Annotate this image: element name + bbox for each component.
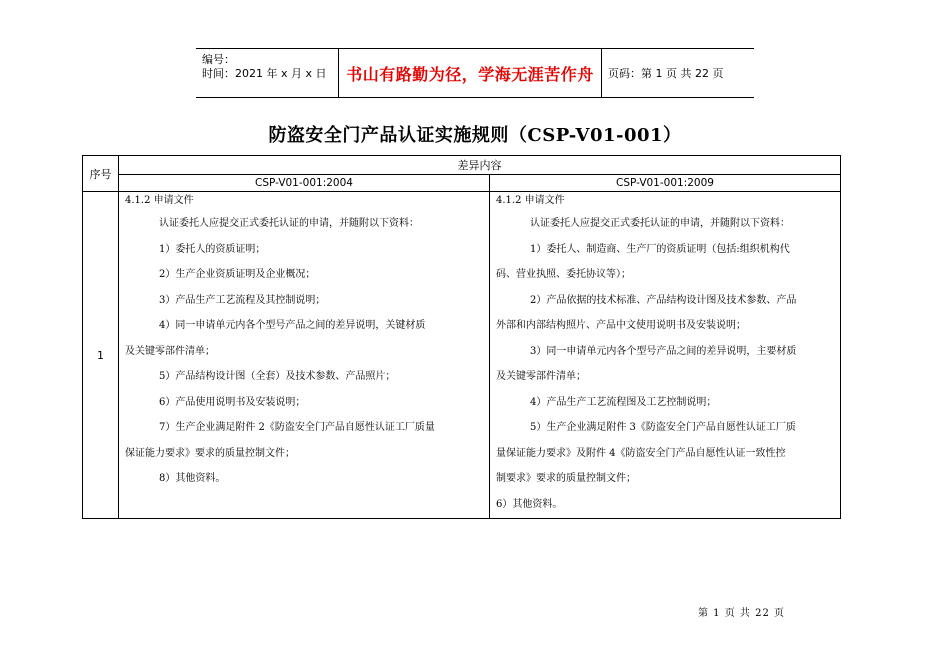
- clause-line: 6）产品使用说明书及安装说明；: [159, 396, 306, 408]
- cell-2009-content: [490, 192, 841, 519]
- clause-heading: 4.1.2 申请文件: [125, 195, 194, 206]
- clause-line: 码、营业执照、委托协议等）；: [496, 269, 631, 280]
- clause-line: 8）其他资料。: [159, 473, 226, 484]
- seq-header: 序号: [83, 156, 119, 192]
- diff-header: 差异内容: [119, 156, 841, 175]
- clause-line: 3）同一申请单元内各个型号产品之间的差异说明，主要材质: [530, 345, 797, 357]
- clause-line: 3）产品生产工艺流程及其控制说明；: [159, 294, 326, 306]
- column-2009-header: CSP-V01-001:2009: [490, 175, 841, 192]
- clause-line: 及关键零部件清单；: [496, 371, 586, 382]
- clause-line: 1）委托人的资质证明；: [159, 243, 266, 255]
- header-meta: [196, 49, 339, 97]
- header-page-info: 页码：第 1 页 共 22 页: [608, 67, 724, 80]
- clause-line: 4）同一申请单元内各个型号产品之间的差异说明，关键材质: [159, 320, 426, 331]
- column-2004-header: CSP-V01-001:2004: [119, 175, 490, 192]
- clause-line: 4）产品生产工艺流程图及工艺控制说明；: [530, 396, 717, 408]
- clause-line: 2）生产企业资质证明及企业概况；: [159, 269, 316, 280]
- cell-2004-content: [119, 192, 490, 519]
- clause-line: 5）生产企业满足附件 3《防盗安全门产品自愿性认证工厂质: [530, 422, 796, 433]
- clause-line: 认证委托人应提交正式委托认证的申请，并随附以下资料：: [530, 218, 790, 229]
- clause-line: 制要求》要求的质量控制文件；: [496, 473, 636, 484]
- comparison-table: [82, 155, 841, 519]
- document-header: [196, 48, 754, 98]
- clause-heading: 4.1.2 申请文件: [496, 195, 565, 206]
- document-date: 时间：2021 年 x 月 x 日: [202, 67, 327, 80]
- page-footer: 第 1 页 共 22 页: [698, 608, 785, 619]
- header-motto: 书山有路勤为径，学海无涯苦作舟: [339, 49, 602, 97]
- clause-line: 认证委托人应提交正式委托认证的申请，并随附以下资料：: [159, 218, 419, 229]
- clause-line: 1）委托人、制造商、生产厂的资质证明（包括:组织机构代: [530, 243, 790, 255]
- document-number-label: 编号：: [202, 53, 235, 66]
- clause-line: 7）生产企业满足附件 2《防盗安全门产品自愿性认证工厂质量: [159, 422, 435, 433]
- row-number: 1: [83, 192, 119, 519]
- clause-line: 外部和内部结构照片、产品中文使用说明书及安装说明；: [496, 320, 746, 331]
- clause-line: 6）其他资料。: [496, 498, 563, 510]
- clause-line: 保证能力要求》要求的质量控制文件；: [125, 447, 295, 459]
- clause-line: 2）产品依据的技术标准、产品结构设计图及技术参数、产品: [530, 294, 797, 306]
- document-title: 防盗安全门产品认证实施规则（CSP-V01-001）: [268, 125, 682, 146]
- clause-line: 5）产品结构设计图（全套）及技术参数、产品照片；: [159, 371, 396, 382]
- clause-line: 量保证能力要求》及附件 4《防盗安全门产品自愿性认证一致性控: [496, 447, 786, 459]
- clause-line: 及关键零部件清单；: [125, 345, 215, 357]
